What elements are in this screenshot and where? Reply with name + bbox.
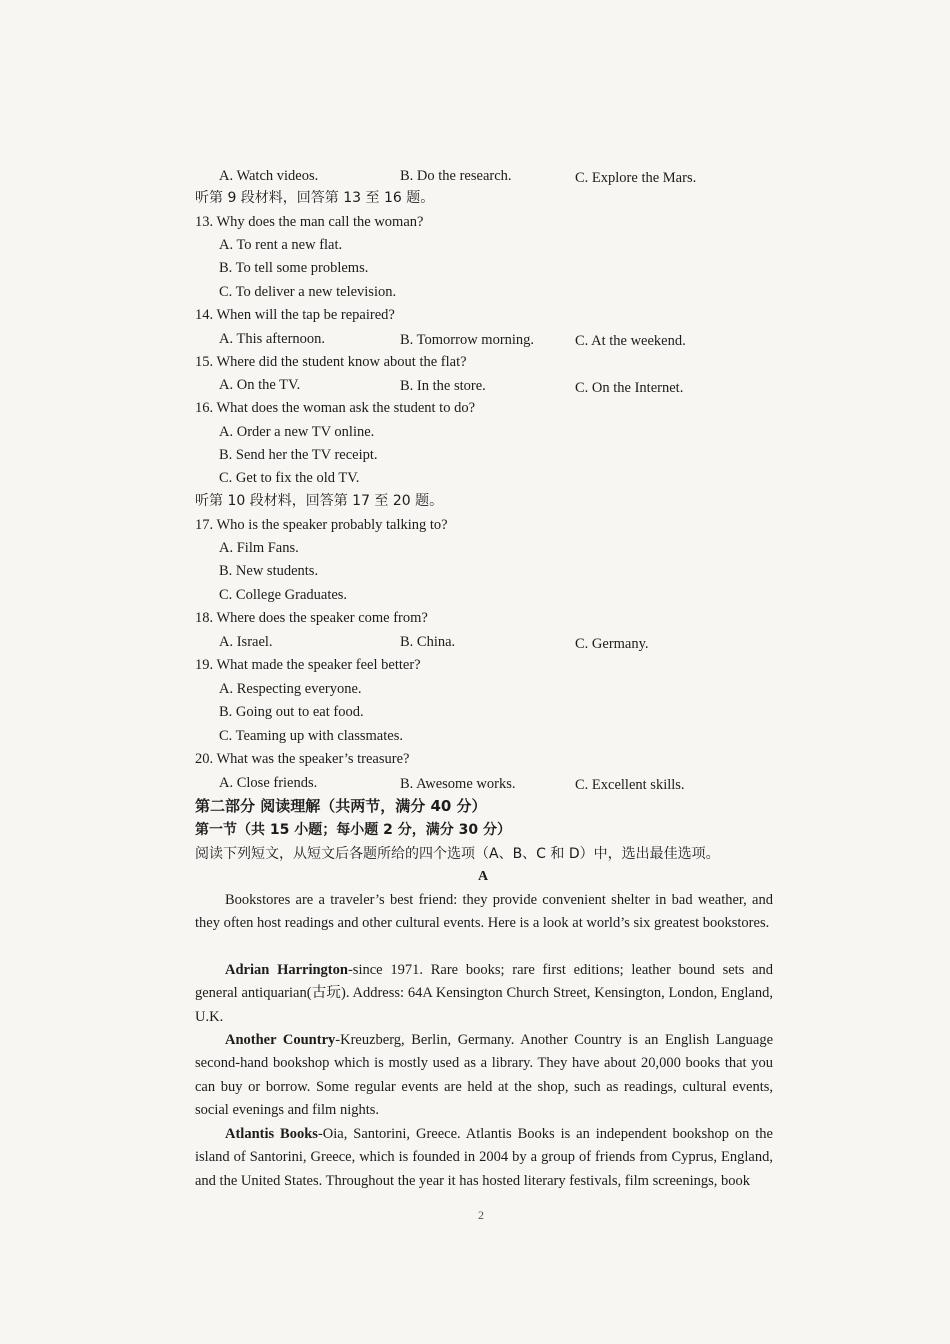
q14-question: 14. When will the tap be repaired? xyxy=(195,307,395,323)
q17-option-b: B. New students. xyxy=(219,563,319,579)
q15-option-a: A. On the TV. xyxy=(219,377,301,393)
store-entry-1 xyxy=(195,959,773,1029)
q17-option-a: A. Film Fans. xyxy=(219,540,299,556)
q19-question: 19. What made the speaker feel better? xyxy=(195,657,421,673)
q14-option-c: C. At the weekend. xyxy=(575,333,686,349)
q20-question: 20. What was the speaker’s treasure? xyxy=(195,751,410,767)
q20-option-b: B. Awesome works. xyxy=(400,776,516,792)
reading-instructions: 阅读下列短文，从短文后各题所给的四个选项（A、B、C 和 D）中，选出最佳选项。 xyxy=(195,846,720,862)
q15-question: 15. Where did the student know about the flat? xyxy=(195,354,467,370)
q19-option-b: B. Going out to eat food. xyxy=(219,704,364,720)
q18-option-c: C. Germany. xyxy=(575,636,649,652)
q15-option-b: B. In the store. xyxy=(400,378,486,394)
store-entry-3 xyxy=(195,1123,773,1193)
store-2-name: Another Country xyxy=(225,1032,336,1048)
q15-option-c: C. On the Internet. xyxy=(575,380,684,396)
q14-option-a: A. This afternoon. xyxy=(219,331,326,347)
q16-option-b: B. Send her the TV receipt. xyxy=(219,447,378,463)
passage-letter: A xyxy=(478,869,489,884)
q12-option-b: B. Do the research. xyxy=(400,168,512,184)
q13-option-c: C. To deliver a new television. xyxy=(219,284,397,300)
section-10-heading: 听第 10 段材料，回答第 17 至 20 题。 xyxy=(195,493,444,509)
store-2-text: -Kreuzberg, Berlin, Germany. Another Country is an English Language second-hand bookshop which is mostly used as a library. They have about 20,000 books that you can buy or borrow. Some regular events are held at the shop, such as readings, cultural events, social evenings and film nights. xyxy=(195,1032,774,1118)
section-1-title: 第一节（共 15 小题；每小题 2 分，满分 30 分） xyxy=(195,822,511,838)
q12-option-c: C. Explore the Mars. xyxy=(575,170,697,186)
store-1-name: Adrian Harrington xyxy=(225,962,348,978)
store-3-text: -Oia, Santorini, Greece. Atlantis Books is an independent bookshop on the island of Santorini, Greece, which is founded in 2004 by a group of friends from Cyprus, England, and the United States. Throughout the year it has hosted literary festivals, film screenings, book xyxy=(195,1126,773,1189)
q19-option-a: A. Respecting everyone. xyxy=(219,681,362,697)
passage-intro xyxy=(195,889,773,936)
q20-option-a: A. Close friends. xyxy=(219,775,318,791)
q16-option-a: A. Order a new TV online. xyxy=(219,424,375,440)
q14-option-b: B. Tomorrow morning. xyxy=(400,332,535,348)
store-1-text: -since 1971. Rare books; rare first editions; leather bound sets and general antiquarian(古玩). Address: 64A Kensington Church Street, Kensington, London, England, U.K. xyxy=(195,962,774,1025)
store-entry-2 xyxy=(195,1029,773,1122)
q18-option-b: B. China. xyxy=(400,634,456,650)
page-number: 2 xyxy=(478,1208,484,1222)
q13-option-a: A. To rent a new flat. xyxy=(219,237,343,253)
q13-option-b: B. To tell some problems. xyxy=(219,260,369,276)
passage-intro-text: Bookstores are a traveler’s best friend: they provide convenient shelter in bad weather, and they often host readings and other cultural events. Here is a look at world’s six greatest bookstores. xyxy=(195,892,773,932)
q18-option-a: A. Israel. xyxy=(219,634,273,650)
q19-option-c: C. Teaming up with classmates. xyxy=(219,728,403,744)
q16-question: 16. What does the woman ask the student to do? xyxy=(195,400,476,416)
q18-question: 18. Where does the speaker come from? xyxy=(195,610,428,626)
q20-option-c: C. Excellent skills. xyxy=(575,777,685,793)
q17-option-c: C. College Graduates. xyxy=(219,587,348,603)
store-3-name: Atlantis Books xyxy=(225,1126,318,1142)
section-9-heading: 听第 9 段材料，回答第 13 至 16 题。 xyxy=(195,190,435,206)
q12-option-a: A. Watch videos. xyxy=(219,168,319,184)
part-2-title: 第二部分 阅读理解（共两节，满分 40 分） xyxy=(195,797,487,815)
q16-option-c: C. Get to fix the old TV. xyxy=(219,470,360,486)
q17-question: 17. Who is the speaker probably talking to? xyxy=(195,517,448,533)
q13-question: 13. Why does the man call the woman? xyxy=(195,214,424,230)
